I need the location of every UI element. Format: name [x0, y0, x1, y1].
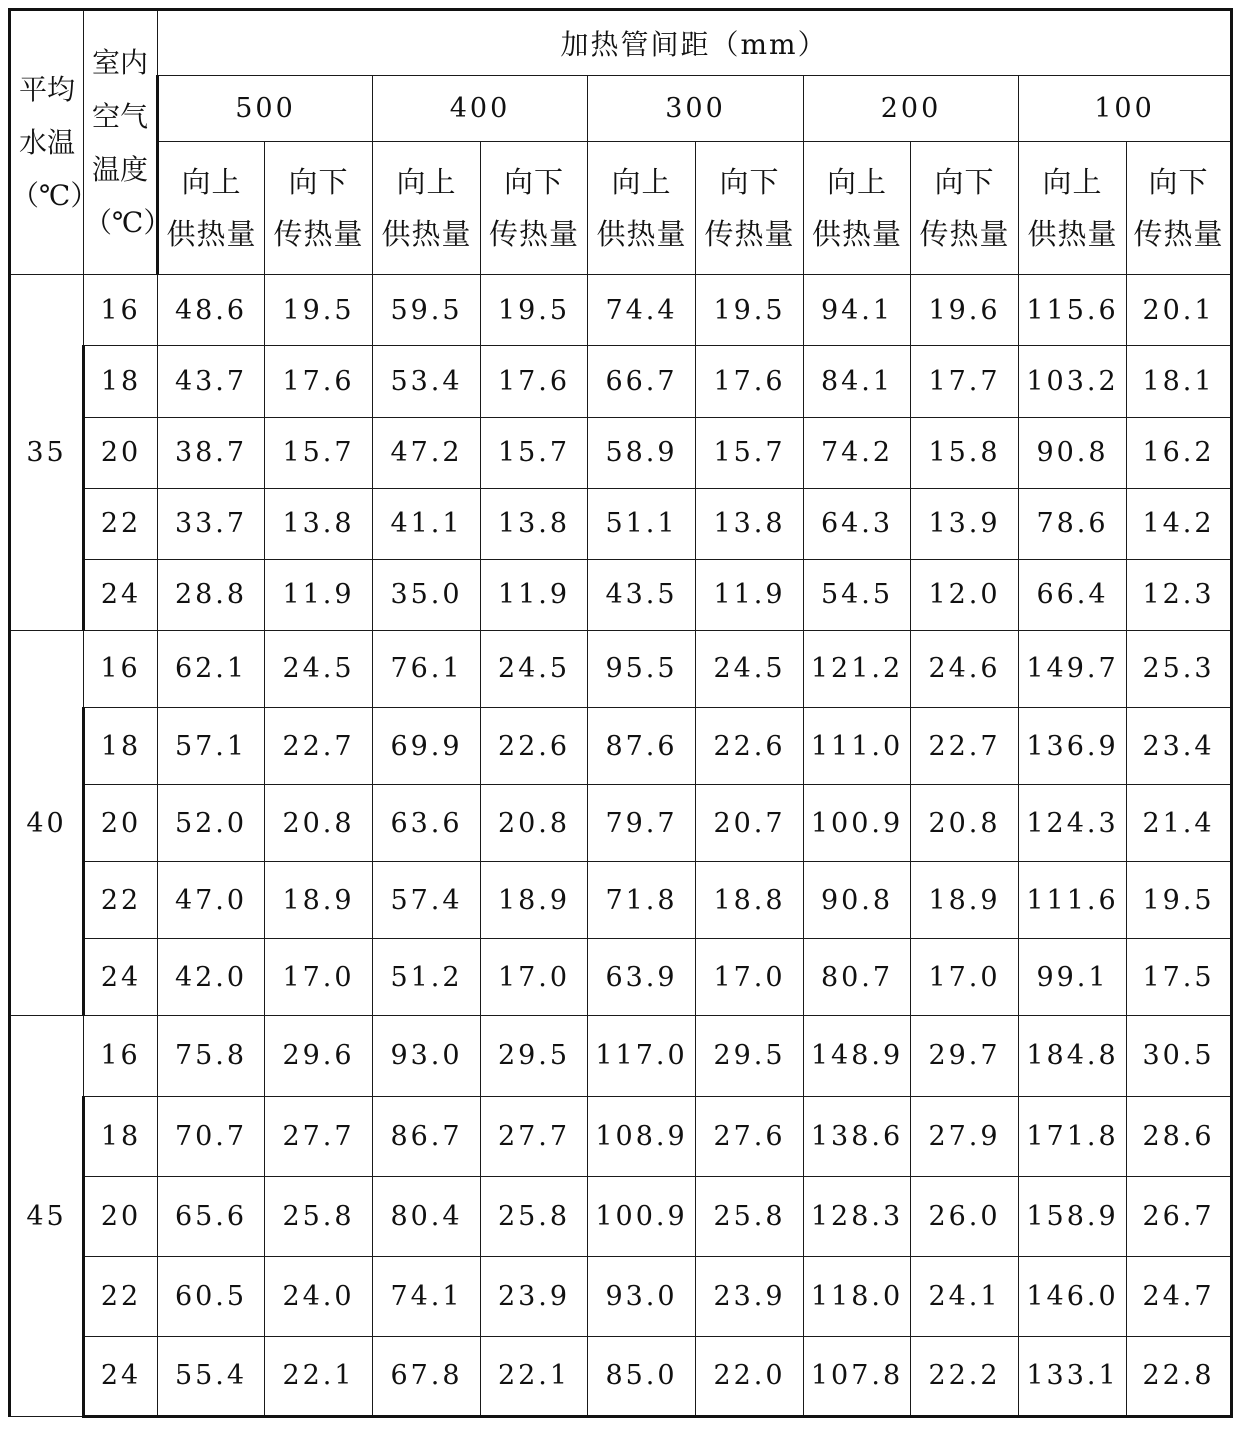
downward-value-cell: 15.7 [696, 417, 804, 488]
upward-value-cell: 76.1 [373, 630, 481, 707]
room-temp-cell: 22 [84, 862, 158, 939]
heat-output-table [8, 8, 1233, 1418]
spacing-400-header: 400 [373, 76, 588, 142]
table-row [10, 1256, 1232, 1336]
upward-value-cell: 57.4 [373, 862, 481, 939]
downward-value-cell: 15.7 [265, 417, 373, 488]
table-row [10, 275, 1232, 346]
spacing-200-header: 200 [804, 76, 1019, 142]
table-row [10, 1176, 1232, 1256]
upward-value-cell: 74.4 [588, 275, 696, 346]
upward-value-cell: 74.1 [373, 1256, 481, 1336]
downward-value-cell: 29.5 [481, 1016, 588, 1096]
downward-heat-transfer-header-400 [481, 142, 588, 275]
room-air-temp-label: 室内 空气 温度 （℃） [84, 46, 172, 239]
upward-value-cell: 74.2 [804, 417, 911, 488]
upward-value-cell: 65.6 [158, 1176, 265, 1256]
spacing-100-header: 100 [1019, 76, 1232, 142]
avg-water-temp-cell: 35 [10, 275, 84, 630]
avg-water-temp-cell: 45 [10, 1016, 84, 1417]
upward-value-cell: 55.4 [158, 1336, 265, 1416]
downward-value-cell: 19.5 [265, 275, 373, 346]
upward-value-cell: 93.0 [373, 1016, 481, 1096]
downward-value-cell: 15.7 [481, 417, 588, 488]
upward-value-cell: 38.7 [158, 417, 265, 488]
upward-value-cell: 184.8 [1019, 1016, 1127, 1096]
downward-value-cell: 11.9 [481, 559, 588, 630]
upward-value-cell: 54.5 [804, 559, 911, 630]
downward-value-cell: 18.9 [911, 862, 1019, 939]
upward-value-cell: 66.4 [1019, 559, 1127, 630]
downward-value-cell: 29.5 [696, 1016, 804, 1096]
room-temp-cell: 20 [84, 1176, 158, 1256]
downward-value-cell: 19.6 [911, 275, 1019, 346]
downward-value-cell: 18.9 [265, 862, 373, 939]
downward-value-cell: 22.1 [481, 1336, 588, 1416]
downward-value-cell: 18.8 [696, 862, 804, 939]
downward-value-cell: 17.0 [265, 939, 373, 1016]
downward-value-cell: 25.8 [481, 1176, 588, 1256]
downward-value-cell: 20.1 [1127, 275, 1232, 346]
upward-value-cell: 93.0 [588, 1256, 696, 1336]
table-row [10, 939, 1232, 1016]
downward-value-cell: 27.7 [481, 1096, 588, 1176]
downward-value-cell: 13.8 [696, 488, 804, 559]
upward-value-cell: 111.0 [804, 707, 911, 784]
room-temp-cell: 18 [84, 346, 158, 417]
upward-value-cell: 42.0 [158, 939, 265, 1016]
downward-value-cell: 17.0 [696, 939, 804, 1016]
downward-value-cell: 20.8 [481, 785, 588, 862]
upward-value-cell: 70.7 [158, 1096, 265, 1176]
downward-value-cell: 17.6 [481, 346, 588, 417]
downward-value-cell: 27.7 [265, 1096, 373, 1176]
upward-value-cell: 95.5 [588, 630, 696, 707]
upward-value-cell: 43.5 [588, 559, 696, 630]
upward-value-cell: 28.8 [158, 559, 265, 630]
upward-value-cell: 63.6 [373, 785, 481, 862]
upward-value-cell: 90.8 [1019, 417, 1127, 488]
upward-value-cell: 53.4 [373, 346, 481, 417]
downward-value-cell: 29.6 [265, 1016, 373, 1096]
upward-value-cell: 94.1 [804, 275, 911, 346]
upward-value-cell: 80.7 [804, 939, 911, 1016]
table-row [10, 630, 1232, 707]
room-temp-cell: 16 [84, 275, 158, 346]
upward-value-cell: 64.3 [804, 488, 911, 559]
table-row [10, 417, 1232, 488]
downward-value-cell: 29.7 [911, 1016, 1019, 1096]
downward-value-cell: 13.9 [911, 488, 1019, 559]
upward-value-cell: 107.8 [804, 1336, 911, 1416]
downward-value-cell: 23.9 [481, 1256, 588, 1336]
downward-value-cell: 11.9 [696, 559, 804, 630]
upward-value-cell: 71.8 [588, 862, 696, 939]
downward-value-cell: 24.5 [696, 630, 804, 707]
upward-value-cell: 138.6 [804, 1096, 911, 1176]
downward-value-cell: 12.3 [1127, 559, 1232, 630]
room-temp-cell: 18 [84, 1096, 158, 1176]
upward-value-cell: 80.4 [373, 1176, 481, 1256]
upward-value-cell: 99.1 [1019, 939, 1127, 1016]
upward-value-cell: 171.8 [1019, 1096, 1127, 1176]
room-temp-cell: 24 [84, 939, 158, 1016]
upward-heat-supply-header-400 [373, 142, 481, 275]
downward-value-cell: 30.5 [1127, 1016, 1232, 1096]
upward-value-cell: 47.2 [373, 417, 481, 488]
upward-value-cell: 48.6 [158, 275, 265, 346]
table-row [10, 1336, 1232, 1416]
upward-value-cell: 79.7 [588, 785, 696, 862]
upward-value-cell: 35.0 [373, 559, 481, 630]
downward-heat-transfer-header-200 [911, 142, 1019, 275]
room-temp-cell: 22 [84, 488, 158, 559]
table-row [10, 1096, 1232, 1176]
upward-value-cell: 33.7 [158, 488, 265, 559]
table-row [10, 707, 1232, 784]
upward-value-cell: 59.5 [373, 275, 481, 346]
pipe-spacing-header: 加热管间距（mm） [158, 10, 1232, 76]
upward-label: 向上 供热量 [381, 165, 472, 252]
upward-value-cell: 63.9 [588, 939, 696, 1016]
downward-value-cell: 28.6 [1127, 1096, 1232, 1176]
upward-value-cell: 78.6 [1019, 488, 1127, 559]
downward-value-cell: 25.8 [265, 1176, 373, 1256]
downward-value-cell: 17.7 [911, 346, 1019, 417]
downward-label: 向下 传热量 [488, 165, 579, 252]
upward-value-cell: 58.9 [588, 417, 696, 488]
table-row [10, 346, 1232, 417]
downward-value-cell: 11.9 [265, 559, 373, 630]
upward-heat-supply-header-500 [158, 142, 265, 275]
downward-heat-transfer-header-300 [696, 142, 804, 275]
upward-value-cell: 51.2 [373, 939, 481, 1016]
downward-value-cell: 22.8 [1127, 1336, 1232, 1416]
upward-value-cell: 136.9 [1019, 707, 1127, 784]
spacing-300-header: 300 [588, 76, 804, 142]
upward-value-cell: 118.0 [804, 1256, 911, 1336]
upward-value-cell: 60.5 [158, 1256, 265, 1336]
upward-value-cell: 52.0 [158, 785, 265, 862]
room-temp-cell: 16 [84, 630, 158, 707]
downward-heat-transfer-header-100 [1127, 142, 1232, 275]
downward-value-cell: 22.2 [911, 1336, 1019, 1416]
room-temp-cell: 24 [84, 1336, 158, 1416]
table-row [10, 488, 1232, 559]
room-temp-cell: 16 [84, 1016, 158, 1096]
upward-value-cell: 66.7 [588, 346, 696, 417]
downward-value-cell: 22.7 [265, 707, 373, 784]
upward-label: 向上 供热量 [596, 165, 687, 252]
downward-value-cell: 17.5 [1127, 939, 1232, 1016]
upward-value-cell: 149.7 [1019, 630, 1127, 707]
downward-value-cell: 13.8 [265, 488, 373, 559]
downward-value-cell: 22.0 [696, 1336, 804, 1416]
upward-heat-supply-header-300 [588, 142, 696, 275]
downward-value-cell: 15.8 [911, 417, 1019, 488]
downward-value-cell: 12.0 [911, 559, 1019, 630]
downward-value-cell: 20.7 [696, 785, 804, 862]
downward-value-cell: 17.0 [481, 939, 588, 1016]
room-temp-cell: 18 [84, 707, 158, 784]
table-row [10, 1016, 1232, 1096]
table-row [10, 785, 1232, 862]
downward-value-cell: 22.7 [911, 707, 1019, 784]
upward-value-cell: 100.9 [588, 1176, 696, 1256]
upward-value-cell: 121.2 [804, 630, 911, 707]
downward-value-cell: 19.5 [1127, 862, 1232, 939]
downward-value-cell: 24.7 [1127, 1256, 1232, 1336]
downward-value-cell: 23.9 [696, 1256, 804, 1336]
upward-value-cell: 43.7 [158, 346, 265, 417]
downward-label: 向下 传热量 [919, 165, 1010, 252]
upward-value-cell: 90.8 [804, 862, 911, 939]
table-row [10, 559, 1232, 630]
downward-label: 向下 传热量 [1133, 165, 1224, 252]
upward-value-cell: 41.1 [373, 488, 481, 559]
downward-value-cell: 24.6 [911, 630, 1019, 707]
downward-value-cell: 24.1 [911, 1256, 1019, 1336]
downward-value-cell: 22.1 [265, 1336, 373, 1416]
downward-value-cell: 16.2 [1127, 417, 1232, 488]
room-temp-cell: 22 [84, 1256, 158, 1336]
upward-heat-supply-header-100 [1019, 142, 1127, 275]
downward-value-cell: 24.5 [265, 630, 373, 707]
upward-label: 向上 供热量 [1027, 165, 1118, 252]
downward-value-cell: 23.4 [1127, 707, 1232, 784]
upward-value-cell: 158.9 [1019, 1176, 1127, 1256]
upward-value-cell: 87.6 [588, 707, 696, 784]
upward-heat-supply-header-200 [804, 142, 911, 275]
downward-value-cell: 24.5 [481, 630, 588, 707]
downward-value-cell: 22.6 [481, 707, 588, 784]
upward-value-cell: 84.1 [804, 346, 911, 417]
downward-value-cell: 26.7 [1127, 1176, 1232, 1256]
upward-value-cell: 128.3 [804, 1176, 911, 1256]
upward-value-cell: 69.9 [373, 707, 481, 784]
downward-value-cell: 24.0 [265, 1256, 373, 1336]
upward-value-cell: 108.9 [588, 1096, 696, 1176]
downward-value-cell: 17.6 [696, 346, 804, 417]
downward-label: 向下 传热量 [704, 165, 795, 252]
upward-value-cell: 100.9 [804, 785, 911, 862]
upward-value-cell: 85.0 [588, 1336, 696, 1416]
downward-value-cell: 19.5 [481, 275, 588, 346]
downward-value-cell: 17.0 [911, 939, 1019, 1016]
downward-value-cell: 14.2 [1127, 488, 1232, 559]
downward-value-cell: 13.8 [481, 488, 588, 559]
room-temp-cell: 20 [84, 417, 158, 488]
upward-value-cell: 117.0 [588, 1016, 696, 1096]
room-temp-cell: 24 [84, 559, 158, 630]
upward-value-cell: 67.8 [373, 1336, 481, 1416]
downward-value-cell: 26.0 [911, 1176, 1019, 1256]
downward-value-cell: 22.6 [696, 707, 804, 784]
upward-value-cell: 124.3 [1019, 785, 1127, 862]
downward-value-cell: 27.6 [696, 1096, 804, 1176]
upward-value-cell: 57.1 [158, 707, 265, 784]
downward-value-cell: 21.4 [1127, 785, 1232, 862]
downward-label: 向下 传热量 [273, 165, 364, 252]
table-row [10, 862, 1232, 939]
upward-value-cell: 62.1 [158, 630, 265, 707]
upward-value-cell: 47.0 [158, 862, 265, 939]
upward-value-cell: 133.1 [1019, 1336, 1127, 1416]
upward-value-cell: 148.9 [804, 1016, 911, 1096]
upward-value-cell: 111.6 [1019, 862, 1127, 939]
downward-value-cell: 20.8 [265, 785, 373, 862]
downward-value-cell: 18.9 [481, 862, 588, 939]
room-air-temp-header [84, 10, 172, 275]
downward-value-cell: 19.5 [696, 275, 804, 346]
upward-value-cell: 86.7 [373, 1096, 481, 1176]
downward-value-cell: 18.1 [1127, 346, 1232, 417]
upward-value-cell: 146.0 [1019, 1256, 1127, 1336]
avg-water-temp-label: 平均 水温 （℃） [11, 72, 99, 213]
downward-value-cell: 27.9 [911, 1096, 1019, 1176]
upward-label: 向上 供热量 [166, 165, 257, 252]
upward-value-cell: 103.2 [1019, 346, 1127, 417]
avg-water-temp-header [10, 10, 99, 275]
upward-value-cell: 51.1 [588, 488, 696, 559]
downward-value-cell: 25.3 [1127, 630, 1232, 707]
upward-value-cell: 75.8 [158, 1016, 265, 1096]
avg-water-temp-cell: 40 [10, 630, 84, 1016]
downward-value-cell: 20.8 [911, 785, 1019, 862]
downward-value-cell: 17.6 [265, 346, 373, 417]
room-temp-cell: 20 [84, 785, 158, 862]
upward-label: 向上 供热量 [811, 165, 902, 252]
downward-heat-transfer-header-500 [265, 142, 373, 275]
spacing-500-header: 500 [158, 76, 373, 142]
downward-value-cell: 25.8 [696, 1176, 804, 1256]
upward-value-cell: 115.6 [1019, 275, 1127, 346]
